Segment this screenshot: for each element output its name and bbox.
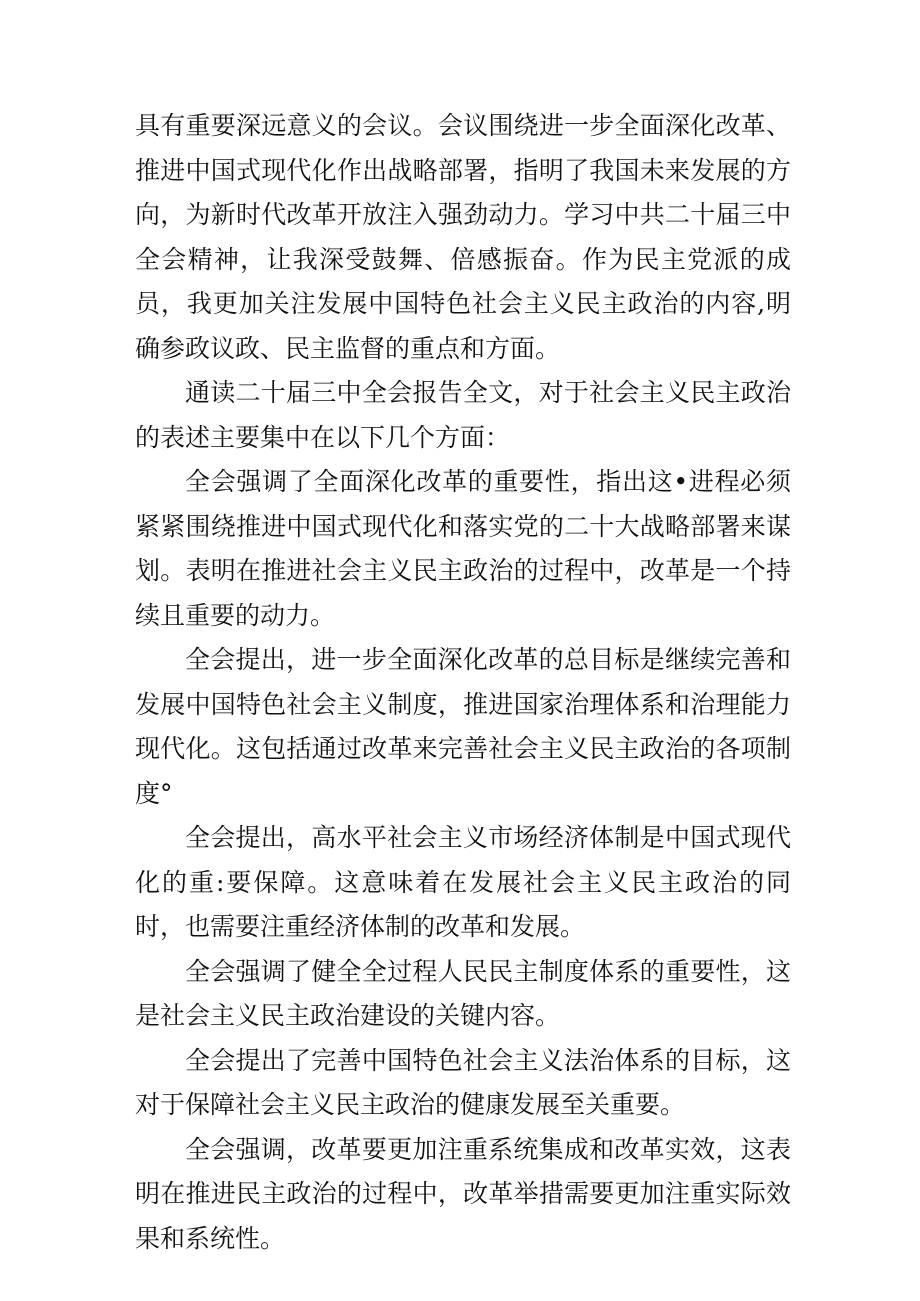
- paragraph-6: 全会强调了健全全过程人民民主制度体系的重要性，这是社会主义民主政治建设的关键内容。: [135, 956, 791, 1030]
- paragraph-2: 通读二十届三中全会报告全文，对于社会主义民主政治的表述主要集中在以下几个方面：: [135, 378, 791, 452]
- paragraph-4: 全会提出，进一步全面深化改革的总目标是继续完善和发展中国特色社会主义制度，推进国家治理体系和治理能力现代化。这包括通过改革来完善社会主义民主政治的各项制度°: [135, 645, 791, 808]
- paragraph-7: 全会提出了完善中国特色社会主义法治体系的目标，这对于保障社会主义民主政治的健康发展至关重要。: [135, 1045, 791, 1119]
- document-body: [135, 104, 791, 1261]
- paragraph-3: 全会强调了全面深化改革的重要性，指出这•进程必须紧紧围绕推进中国式现代化和落实党的二十大战略部署来谋划。表明在推进社会主义民主政治的过程中，改革是一个持续且重要的动力。: [135, 467, 791, 630]
- paragraph-1: 具有重要深远意义的会议。会议围绕进一步全面深化改革、推进中国式现代化作出战略部署，指明了我国未来发展的方向，为新时代改革开放注入强劲动力。学习中共二十届三中全会精神，让我深受鼓舞、倍感振奋。作为民主党派的成员，我更加关注发展中国特色社会主义民主政治的内容,明确参政议政、民主监督的重点和方面。: [135, 111, 791, 363]
- paragraph-8: 全会强调，改革要更加注重系统集成和改革实效，这表明在推进民主政治的过程中，改革举措需要更加注重实际效果和系统性。: [135, 1134, 791, 1253]
- paragraph-5: 全会提出，高水平社会主义市场经济体制是中国式现代化的重:要保障。这意味着在发展社会主义民主政治的同时，也需要注重经济体制的改革和发展。: [135, 823, 791, 941]
